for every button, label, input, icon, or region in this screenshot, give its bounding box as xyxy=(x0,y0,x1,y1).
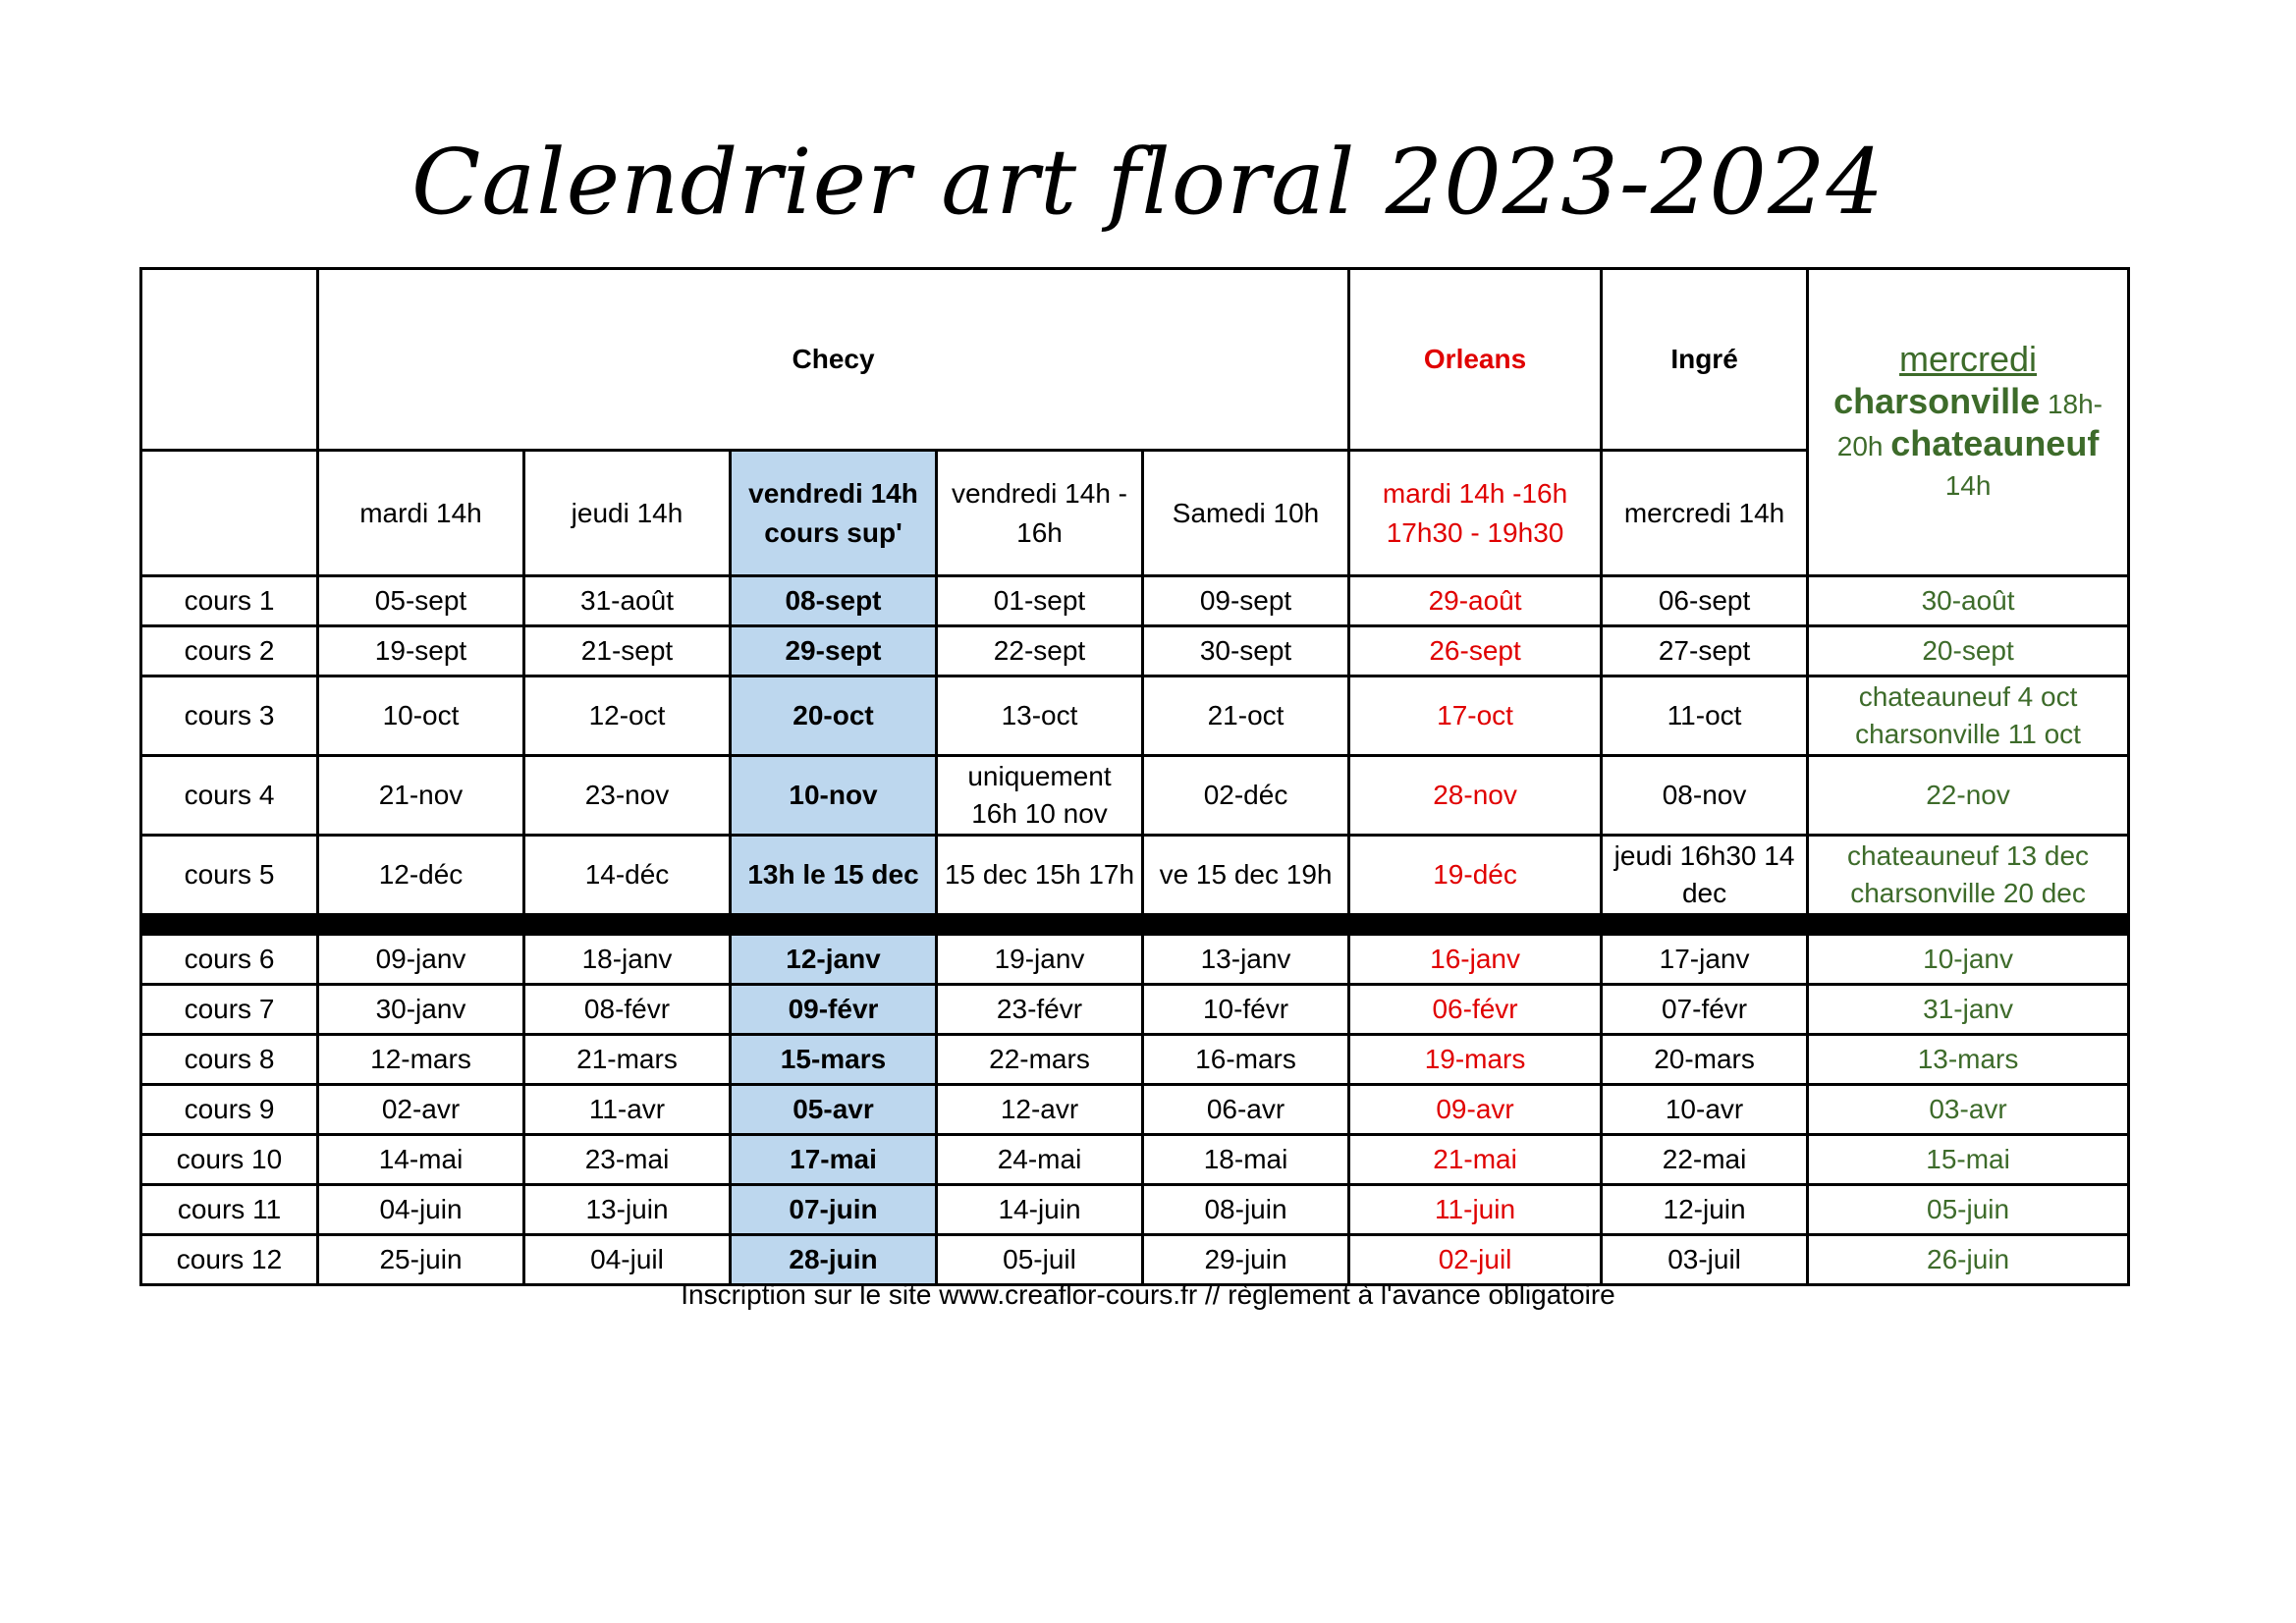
date-cell: 30-sept xyxy=(1143,626,1349,676)
date-cell: chateauneuf 13 dec charsonville 20 dec xyxy=(1808,836,2129,915)
date-cell: 20-mars xyxy=(1602,1035,1808,1085)
date-cell: 06-févr xyxy=(1349,985,1602,1035)
course-label: cours 3 xyxy=(141,676,318,756)
course-label: cours 9 xyxy=(141,1085,318,1135)
date-cell: 06-sept xyxy=(1602,576,1808,626)
date-cell: 17-oct xyxy=(1349,676,1602,756)
date-cell: 21-mars xyxy=(524,1035,731,1085)
slot-orleans-line1: mardi 14h -16h xyxy=(1382,477,1568,509)
date-cell: 07-févr xyxy=(1602,985,1808,1035)
slot-orleans xyxy=(1349,451,1602,576)
date-cell: 29-sept xyxy=(731,626,937,676)
date-cell: 22-nov xyxy=(1808,756,2129,836)
location-header-row xyxy=(141,269,2129,451)
slot-vendredi xyxy=(937,451,1143,576)
date-cell: 19-sept xyxy=(318,626,524,676)
charsonville-time: 18h-20h xyxy=(1836,388,2103,461)
slot-jeudi: jeudi 14h xyxy=(524,451,731,576)
date-cell: 13-oct xyxy=(937,676,1143,756)
date-cell: 12-mars xyxy=(318,1035,524,1085)
date-cell: 03-avr xyxy=(1808,1085,2129,1135)
date-cell: 26-sept xyxy=(1349,626,1602,676)
date-cell: 14-mai xyxy=(318,1135,524,1185)
date-cell: 09-avr xyxy=(1349,1085,1602,1135)
date-cell: 09-sept xyxy=(1143,576,1349,626)
slot-samedi: Samedi 10h xyxy=(1143,451,1349,576)
date-cell: ve 15 dec 19h xyxy=(1143,836,1349,915)
date-cell: jeudi 16h30 14 dec xyxy=(1602,836,1808,915)
date-cell: 08-nov xyxy=(1602,756,1808,836)
date-cell: 10-avr xyxy=(1602,1085,1808,1135)
date-cell: 27-sept xyxy=(1602,626,1808,676)
location-ingre: Ingré xyxy=(1602,269,1808,451)
date-cell: 15 dec 15h 17h xyxy=(937,836,1143,915)
date-cell: 08-juin xyxy=(1143,1185,1349,1235)
semester-separator xyxy=(141,915,2129,935)
date-cell: 11-oct xyxy=(1602,676,1808,756)
date-cell: 12-janv xyxy=(731,935,937,985)
date-cell: 25-juin xyxy=(318,1235,524,1285)
corner-cell-2 xyxy=(141,451,318,576)
date-cell: 05-juin xyxy=(1808,1185,2129,1235)
chateauneuf-time: 14h xyxy=(1944,469,1992,501)
date-cell: 02-déc xyxy=(1143,756,1349,836)
date-cell: 16-janv xyxy=(1349,935,1602,985)
date-cell: 10-janv xyxy=(1808,935,2129,985)
date-cell: 09-févr xyxy=(731,985,937,1035)
date-cell: 18-mai xyxy=(1143,1135,1349,1185)
date-cell: 10-oct xyxy=(318,676,524,756)
table-row xyxy=(141,985,2129,1035)
slot-vendredi-line2: 16h xyxy=(1016,516,1063,548)
date-cell: 05-avr xyxy=(731,1085,937,1135)
date-cell: 17-janv xyxy=(1602,935,1808,985)
table-row xyxy=(141,1135,2129,1185)
date-cell: 06-avr xyxy=(1143,1085,1349,1135)
slot-orleans-line2: 17h30 - 19h30 xyxy=(1386,516,1564,548)
table-row xyxy=(141,1235,2129,1285)
date-cell: 05-juil xyxy=(937,1235,1143,1285)
table-row xyxy=(141,576,2129,626)
date-cell: 11-avr xyxy=(524,1085,731,1135)
date-cell: 21-mai xyxy=(1349,1135,1602,1185)
table-row xyxy=(141,756,2129,836)
date-cell: 13-juin xyxy=(524,1185,731,1235)
date-cell: 22-sept xyxy=(937,626,1143,676)
date-cell: 21-sept xyxy=(524,626,731,676)
course-label: cours 6 xyxy=(141,935,318,985)
date-cell: 08-sept xyxy=(731,576,937,626)
date-cell: 10-nov xyxy=(731,756,937,836)
course-label: cours 5 xyxy=(141,836,318,915)
date-cell: 12-juin xyxy=(1602,1185,1808,1235)
date-cell: 30-janv xyxy=(318,985,524,1035)
date-cell: 12-déc xyxy=(318,836,524,915)
date-cell: 19-déc xyxy=(1349,836,1602,915)
date-cell: 07-juin xyxy=(731,1185,937,1235)
slot-mardi: mardi 14h xyxy=(318,451,524,576)
date-cell: 29-juin xyxy=(1143,1235,1349,1285)
charsonville-label: charsonville xyxy=(1833,380,2041,421)
date-cell: 28-nov xyxy=(1349,756,1602,836)
date-cell: 28-juin xyxy=(731,1235,937,1285)
date-cell: 16-mars xyxy=(1143,1035,1349,1085)
course-label: cours 11 xyxy=(141,1185,318,1235)
date-cell: 19-mars xyxy=(1349,1035,1602,1085)
date-cell: 18-janv xyxy=(524,935,731,985)
page-title: Calendrier art floral 2023-2024 xyxy=(410,130,1886,235)
course-rows xyxy=(141,576,2129,1285)
table-row xyxy=(141,1035,2129,1085)
table-row xyxy=(141,935,2129,985)
date-cell: 26-juin xyxy=(1808,1235,2129,1285)
date-cell: 04-juil xyxy=(524,1235,731,1285)
date-cell: 24-mai xyxy=(937,1135,1143,1185)
date-cell: 31-août xyxy=(524,576,731,626)
course-label: cours 8 xyxy=(141,1035,318,1085)
slot-vendredi-sup-line2: cours sup' xyxy=(764,516,902,548)
date-cell: 17-mai xyxy=(731,1135,937,1185)
date-cell: 15-mai xyxy=(1808,1135,2129,1185)
course-label: cours 4 xyxy=(141,756,318,836)
footer-note: Inscription sur le site www.creaflor-cours.fr // règlement à l'avance obligatoire xyxy=(681,1279,1615,1310)
chateauneuf-label: chateauneuf xyxy=(1890,422,2100,463)
date-cell: 23-févr xyxy=(937,985,1143,1035)
date-cell: 31-janv xyxy=(1808,985,2129,1035)
course-label: cours 10 xyxy=(141,1135,318,1185)
separator-bar xyxy=(141,915,2129,935)
date-cell: 08-févr xyxy=(524,985,731,1035)
date-cell: 11-juin xyxy=(1349,1185,1602,1235)
date-cell: 23-nov xyxy=(524,756,731,836)
date-cell: 12-oct xyxy=(524,676,731,756)
table-row xyxy=(141,626,2129,676)
date-cell: 02-avr xyxy=(318,1085,524,1135)
course-label: cours 1 xyxy=(141,576,318,626)
table-row xyxy=(141,836,2129,915)
date-cell: 13-janv xyxy=(1143,935,1349,985)
location-mercredi xyxy=(1808,269,2129,576)
date-cell: 22-mars xyxy=(937,1035,1143,1085)
location-orleans: Orleans xyxy=(1349,269,1602,451)
date-cell: 14-déc xyxy=(524,836,731,915)
slot-vendredi-line1: vendredi 14h - xyxy=(951,477,1127,509)
date-cell: 14-juin xyxy=(937,1185,1143,1235)
table-row xyxy=(141,1185,2129,1235)
date-cell: 09-janv xyxy=(318,935,524,985)
date-cell: 13-mars xyxy=(1808,1035,2129,1085)
table-row xyxy=(141,676,2129,756)
date-cell: 20-oct xyxy=(731,676,937,756)
slot-vendredi-sup-line1: vendredi 14h xyxy=(748,477,918,509)
date-cell: 21-nov xyxy=(318,756,524,836)
date-cell: uniquement 16h 10 nov xyxy=(937,756,1143,836)
slot-vendredi-sup xyxy=(731,451,937,576)
date-cell: 21-oct xyxy=(1143,676,1349,756)
date-cell: 19-janv xyxy=(937,935,1143,985)
course-label: cours 7 xyxy=(141,985,318,1035)
course-label: cours 12 xyxy=(141,1235,318,1285)
date-cell: 15-mars xyxy=(731,1035,937,1085)
date-cell: 10-févr xyxy=(1143,985,1349,1035)
date-cell: 04-juin xyxy=(318,1185,524,1235)
date-cell: 29-août xyxy=(1349,576,1602,626)
date-cell: chateauneuf 4 oct charsonville 11 oct xyxy=(1808,676,2129,756)
date-cell: 13h le 15 dec xyxy=(731,836,937,915)
slot-ingre: mercredi 14h xyxy=(1602,451,1808,576)
corner-cell xyxy=(141,269,318,451)
mercredi-label: mercredi xyxy=(1899,338,2038,379)
calendar-table xyxy=(139,267,2130,1286)
date-cell: 22-mai xyxy=(1602,1135,1808,1185)
date-cell: 02-juil xyxy=(1349,1235,1602,1285)
location-checy: Checy xyxy=(318,269,1349,451)
date-cell: 05-sept xyxy=(318,576,524,626)
date-cell: 12-avr xyxy=(937,1085,1143,1135)
date-cell: 01-sept xyxy=(937,576,1143,626)
date-cell: 03-juil xyxy=(1602,1235,1808,1285)
date-cell: 30-août xyxy=(1808,576,2129,626)
course-label: cours 2 xyxy=(141,626,318,676)
date-cell: 23-mai xyxy=(524,1135,731,1185)
table-row xyxy=(141,1085,2129,1135)
date-cell: 20-sept xyxy=(1808,626,2129,676)
